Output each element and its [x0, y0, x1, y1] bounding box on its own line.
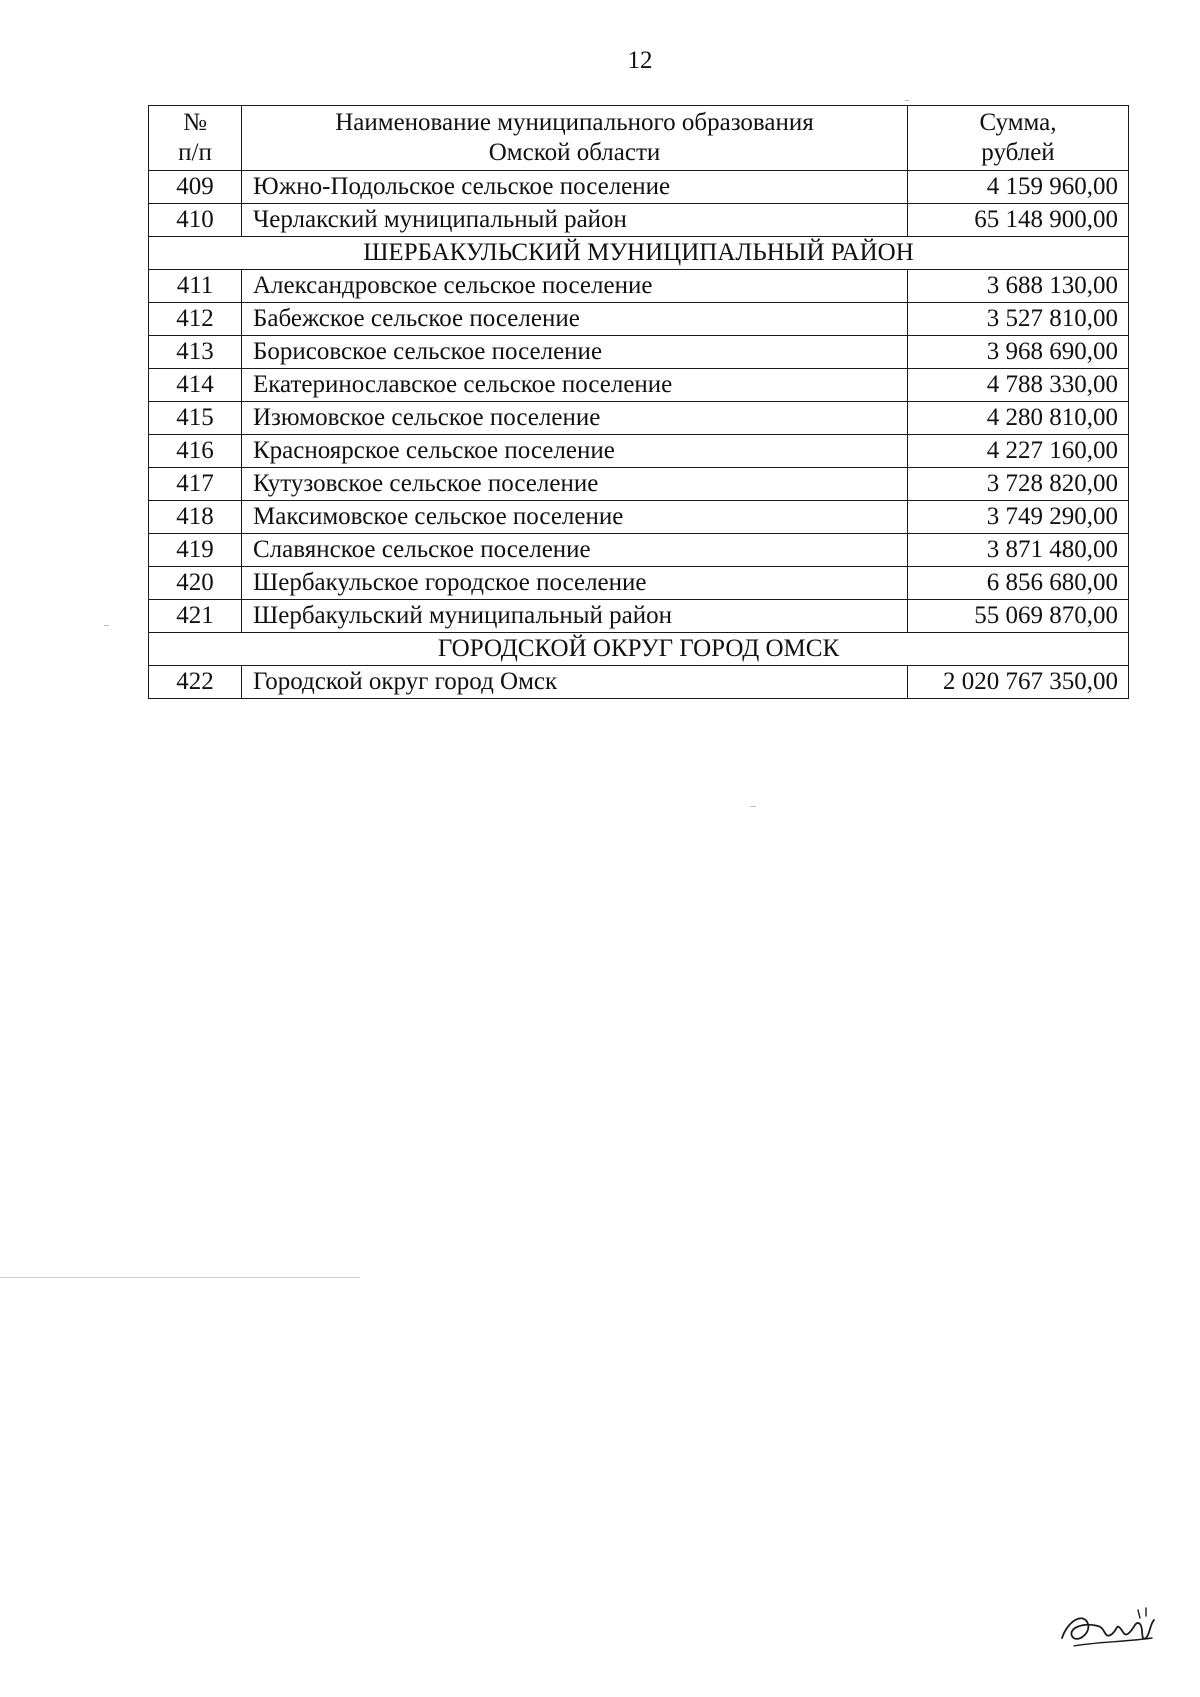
row-sum: 3 527 810,00: [908, 303, 1129, 336]
row-name: Борисовское сельское поселение: [242, 336, 908, 369]
row-number: 422: [149, 666, 242, 699]
row-name: Кутузовское сельское поселение: [242, 468, 908, 501]
row-sum: 2 020 767 350,00: [908, 666, 1129, 699]
table-body: [149, 171, 1129, 699]
scan-artifact: [0, 1277, 360, 1278]
header-sum-line2: рублей: [981, 139, 1055, 166]
row-number: 413: [149, 336, 242, 369]
section-row: [149, 237, 1129, 270]
row-number: 412: [149, 303, 242, 336]
row-name: Максимовское сельское поселение: [242, 501, 908, 534]
row-name: Славянское сельское поселение: [242, 534, 908, 567]
table-row: [149, 468, 1129, 501]
row-number: 414: [149, 369, 242, 402]
table-row: [149, 303, 1129, 336]
header-sum: [908, 106, 1129, 171]
row-sum: 4 280 810,00: [908, 402, 1129, 435]
row-number: 420: [149, 567, 242, 600]
table-row: [149, 600, 1129, 633]
row-number: 409: [149, 171, 242, 204]
header-number-line1: №: [183, 109, 207, 136]
row-name: Екатеринославское сельское поселение: [242, 369, 908, 402]
table-row: [149, 204, 1129, 237]
row-number: 419: [149, 534, 242, 567]
row-number: 418: [149, 501, 242, 534]
table-row: [149, 501, 1129, 534]
row-number: 417: [149, 468, 242, 501]
table-row: [149, 369, 1129, 402]
row-name: Шербакульское городское поселение: [242, 567, 908, 600]
signature-mark: [1054, 1598, 1164, 1658]
table-row: [149, 435, 1129, 468]
row-number: 410: [149, 204, 242, 237]
row-name: Шербакульский муниципальный район: [242, 600, 908, 633]
table-row: [149, 336, 1129, 369]
row-sum: 4 227 160,00: [908, 435, 1129, 468]
row-name: Александровское сельское поселение: [242, 270, 908, 303]
row-sum: 3 688 130,00: [908, 270, 1129, 303]
row-sum: 3 728 820,00: [908, 468, 1129, 501]
row-sum: 3 871 480,00: [908, 534, 1129, 567]
table-row: [149, 171, 1129, 204]
row-sum: 6 856 680,00: [908, 567, 1129, 600]
header-number: [149, 106, 242, 171]
header-sum-line1: Сумма,: [979, 109, 1057, 136]
section-row: [149, 633, 1129, 666]
row-name: Изюмовское сельское поселение: [242, 402, 908, 435]
row-sum: 55 069 870,00: [908, 600, 1129, 633]
table-row: [149, 534, 1129, 567]
row-sum: 3 749 290,00: [908, 501, 1129, 534]
row-number: 416: [149, 435, 242, 468]
table-row: [149, 270, 1129, 303]
row-number: 415: [149, 402, 242, 435]
scan-artifact: [905, 100, 909, 101]
header-name-line2: Омской области: [488, 139, 661, 166]
row-name: Черлакский муниципальный район: [242, 204, 908, 237]
row-number: 421: [149, 600, 242, 633]
header-name-line1: Наименование муниципального образования: [335, 109, 814, 136]
table-row: [149, 666, 1129, 699]
table-row: [149, 567, 1129, 600]
table-header-row: [149, 106, 1129, 171]
section-title: ШЕРБАКУЛЬСКИЙ МУНИЦИПАЛЬНЫЙ РАЙОН: [149, 237, 1129, 270]
section-title: ГОРОДСКОЙ ОКРУГ ГОРОД ОМСК: [149, 633, 1129, 666]
row-number: 411: [149, 270, 242, 303]
row-sum: 4 788 330,00: [908, 369, 1129, 402]
row-name: Бабежское сельское поселение: [242, 303, 908, 336]
header-name: [242, 106, 908, 171]
scan-artifact: [104, 625, 109, 626]
row-sum: 4 159 960,00: [908, 171, 1129, 204]
header-number-line2: п/п: [178, 139, 212, 166]
row-name: Красноярское сельское поселение: [242, 435, 908, 468]
scan-artifact: [750, 806, 756, 807]
allocation-table: [148, 105, 1129, 699]
table-row: [149, 402, 1129, 435]
row-name: Южно-Подольское сельское поселение: [242, 171, 908, 204]
row-name: Городской округ город Омск: [242, 666, 908, 699]
row-sum: 3 968 690,00: [908, 336, 1129, 369]
row-sum: 65 148 900,00: [908, 204, 1129, 237]
page-number: 12: [627, 47, 653, 74]
